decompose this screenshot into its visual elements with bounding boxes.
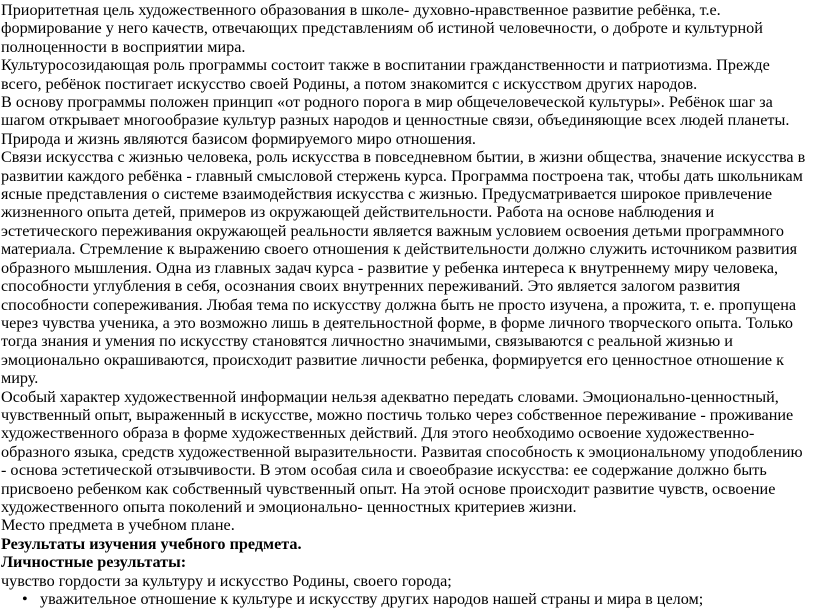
heading-learning-results: Результаты изучения учебного предмета. (1, 534, 302, 553)
paragraph-art-and-life: Связи искусства с жизнью человека, роль искусства в повседневном бытии, в жизни общества, значение искусства в развитии каждого ребёнка - главный смысловой стержень курса. Программа построена так, чтобы дать школьникам ясные представления о системе взаимодействия искусства с жизнью. Предусматривается широкое привлечение жизненного опыта детей, примеров из окружающей действительности. Работа на основе наблюдения и эстетического переживания окружающей реальности является важным условием освоения детьми программного материала. Стремление к выражению своего отношения к действительности должно служить источником развития образного мышления. Одна из главных задач курса - развитие у ребенка интереса к внутреннему миру человека, способности углубления в себя, осознания своих внутренних переживаний. Это является залогом развития способности сопереживания. Любая тема по искусству должна быть не просто изучена, а прожита, т. е. пропущена через чувства ученика, а это возможно лишь в деятельностной форме, в форме личного творческого опыта. Только тогда знания и умения по искусству становятся личностно значимыми, связываются с реальной жизнью и эмоционально окрашиваются, происходит развитие личности ребенка, формируется его ценностное отношение к миру. (1, 148, 806, 388)
result-bullet-respect-text: уважительное отношение к культуре и искусству других народов нашей страны и мира в целом; (40, 590, 704, 608)
bullet-icon: • (22, 590, 28, 608)
paragraph-civic-role: Культуросозидающая роль программы состоит также в воспитании гражданственности и патриотизма. Прежде всего, ребёнок постигает искусство своей Родины, а потом знакомится с искусством других народов. (1, 56, 770, 93)
paragraph-artistic-information: Особый характер художественной информации нельзя адекватно передать словами. Эмоционально-ценностный, чувственный опыт, выраженный в искусстве, можно постичь только через собственное переживание - проживание художественного образа в форме художественных действий. Для этого необходимо освоение художественно-образного языка, средств художественной выразительности. Развитая способность к эмоциональному уподоблению - основа эстетической отзывчивости. В этом особая сила и своеобразие искусства: ее содержание должно быть присвоено ребенком как собственный чувственный опыт. На этой основе происходит развитие чувств, освоение художественного опыта поколений и эмоционально- ценностных критериев жизни. (1, 387, 803, 516)
result-bullet-respect (1, 590, 810, 608)
heading-personal-results: Личностные результаты: (1, 553, 187, 572)
paragraph-principle: В основу программы положен принцип «от родного порога в мир общечеловеческой культуры». Ребёнок шаг за шагом открывает многообразие культур разных народов и ценностные связи, объединяющие всех людей планеты. Природа и жизнь являются базисом формируемого миро отношения. (1, 93, 790, 148)
result-line-pride: чувство гордости за культуру и искусство Родины, своего города; (1, 571, 452, 590)
paragraph-subject-place: Место предмета в учебном плане. (1, 516, 235, 535)
paragraph-goal: Приоритетная цель художественного образования в школе- духовно-нравственное развитие ребёнка, т.е. формирование у него качеств, отвечающих представлениям об истиной человечности, о доброте и культурной полноценности в восприятии мира. (1, 1, 763, 56)
